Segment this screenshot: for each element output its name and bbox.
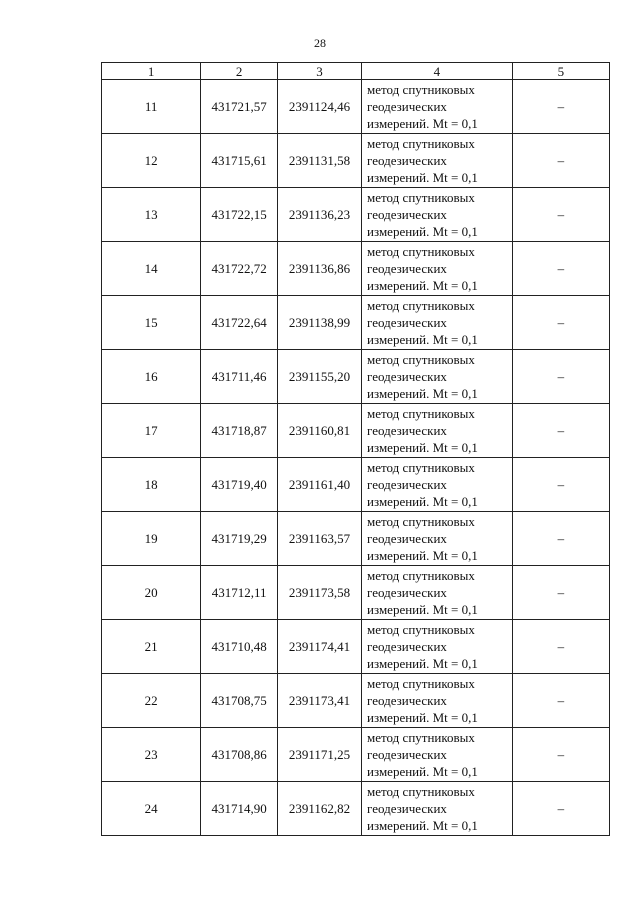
method-line: измерений. Mt = 0,1 [367, 494, 478, 509]
method-line: геодезических [367, 531, 447, 546]
point-number-cell: 18 [102, 458, 201, 512]
method-line: метод спутниковых [367, 460, 475, 475]
method-line: метод спутниковых [367, 784, 475, 799]
method-line: метод спутниковых [367, 190, 475, 205]
x-coordinate-cell: 431718,87 [201, 404, 278, 458]
x-coordinate-cell: 431710,48 [201, 620, 278, 674]
table-row [102, 242, 610, 296]
description-cell: – [512, 620, 609, 674]
header-cell-3: 3 [278, 63, 362, 80]
table-row [102, 566, 610, 620]
method-cell [362, 188, 513, 242]
point-number-cell: 14 [102, 242, 201, 296]
point-number-cell: 24 [102, 782, 201, 836]
y-coordinate-cell: 2391155,20 [278, 350, 362, 404]
x-coordinate-cell: 431722,72 [201, 242, 278, 296]
table-body [102, 63, 610, 836]
method-line: метод спутниковых [367, 568, 475, 583]
method-line: геодезических [367, 477, 447, 492]
y-coordinate-cell: 2391124,46 [278, 80, 362, 134]
method-cell [362, 134, 513, 188]
method-line: измерений. Mt = 0,1 [367, 170, 478, 185]
x-coordinate-cell: 431712,11 [201, 566, 278, 620]
header-cell-5: 5 [512, 63, 609, 80]
x-coordinate-cell: 431708,75 [201, 674, 278, 728]
method-line: геодезических [367, 585, 447, 600]
y-coordinate-cell: 2391162,82 [278, 782, 362, 836]
x-coordinate-cell: 431722,64 [201, 296, 278, 350]
table-row [102, 458, 610, 512]
y-coordinate-cell: 2391136,86 [278, 242, 362, 296]
y-coordinate-cell: 2391174,41 [278, 620, 362, 674]
method-line: геодезических [367, 801, 447, 816]
table-row [102, 80, 610, 134]
table-row [102, 350, 610, 404]
method-cell [362, 350, 513, 404]
header-cell-4: 4 [362, 63, 513, 80]
table-row [102, 674, 610, 728]
x-coordinate-cell: 431719,29 [201, 512, 278, 566]
method-line: геодезических [367, 423, 447, 438]
method-line: геодезических [367, 369, 447, 384]
point-number-cell: 16 [102, 350, 201, 404]
method-line: измерений. Mt = 0,1 [367, 116, 478, 131]
point-number-cell: 22 [102, 674, 201, 728]
method-line: метод спутниковых [367, 406, 475, 421]
x-coordinate-cell: 431711,46 [201, 350, 278, 404]
method-cell [362, 782, 513, 836]
page-number: 28 [314, 36, 326, 50]
method-line: геодезических [367, 315, 447, 330]
description-cell: – [512, 512, 609, 566]
method-line: метод спутниковых [367, 136, 475, 151]
x-coordinate-cell: 431714,90 [201, 782, 278, 836]
point-number-cell: 20 [102, 566, 201, 620]
description-cell: – [512, 80, 609, 134]
method-line: геодезических [367, 261, 447, 276]
method-line: метод спутниковых [367, 622, 475, 637]
method-cell [362, 404, 513, 458]
x-coordinate-cell: 431708,86 [201, 728, 278, 782]
method-cell [362, 296, 513, 350]
method-line: измерений. Mt = 0,1 [367, 602, 478, 617]
method-line: измерений. Mt = 0,1 [367, 710, 478, 725]
method-line: метод спутниковых [367, 244, 475, 259]
description-cell: – [512, 350, 609, 404]
point-number-cell: 11 [102, 80, 201, 134]
description-cell: – [512, 188, 609, 242]
description-cell: – [512, 458, 609, 512]
method-line: геодезических [367, 693, 447, 708]
method-cell [362, 80, 513, 134]
x-coordinate-cell: 431721,57 [201, 80, 278, 134]
y-coordinate-cell: 2391163,57 [278, 512, 362, 566]
table-row [102, 296, 610, 350]
method-cell [362, 728, 513, 782]
table-row [102, 512, 610, 566]
method-line: метод спутниковых [367, 352, 475, 367]
x-coordinate-cell: 431715,61 [201, 134, 278, 188]
table-row [102, 728, 610, 782]
y-coordinate-cell: 2391173,41 [278, 674, 362, 728]
method-cell [362, 674, 513, 728]
method-line: метод спутниковых [367, 298, 475, 313]
y-coordinate-cell: 2391138,99 [278, 296, 362, 350]
description-cell: – [512, 782, 609, 836]
method-cell [362, 620, 513, 674]
method-line: измерений. Mt = 0,1 [367, 386, 478, 401]
method-line: геодезических [367, 747, 447, 762]
table-header-row [102, 63, 610, 80]
point-number-cell: 21 [102, 620, 201, 674]
method-line: измерений. Mt = 0,1 [367, 278, 478, 293]
description-cell: – [512, 296, 609, 350]
method-line: измерений. Mt = 0,1 [367, 548, 478, 563]
y-coordinate-cell: 2391171,25 [278, 728, 362, 782]
point-number-cell: 12 [102, 134, 201, 188]
method-line: метод спутниковых [367, 676, 475, 691]
coordinates-table [101, 62, 610, 836]
table-row [102, 620, 610, 674]
table-row [102, 134, 610, 188]
point-number-cell: 13 [102, 188, 201, 242]
y-coordinate-cell: 2391160,81 [278, 404, 362, 458]
description-cell: – [512, 242, 609, 296]
description-cell: – [512, 728, 609, 782]
method-line: измерений. Mt = 0,1 [367, 440, 478, 455]
y-coordinate-cell: 2391161,40 [278, 458, 362, 512]
method-line: геодезических [367, 153, 447, 168]
description-cell: – [512, 134, 609, 188]
point-number-cell: 19 [102, 512, 201, 566]
method-line: измерений. Mt = 0,1 [367, 332, 478, 347]
method-line: геодезических [367, 99, 447, 114]
method-line: измерений. Mt = 0,1 [367, 656, 478, 671]
point-number-cell: 23 [102, 728, 201, 782]
x-coordinate-cell: 431722,15 [201, 188, 278, 242]
description-cell: – [512, 674, 609, 728]
y-coordinate-cell: 2391173,58 [278, 566, 362, 620]
table-row [102, 188, 610, 242]
method-line: геодезических [367, 639, 447, 654]
table-row [102, 404, 610, 458]
method-cell [362, 512, 513, 566]
table-row [102, 782, 610, 836]
description-cell: – [512, 566, 609, 620]
method-line: метод спутниковых [367, 730, 475, 745]
y-coordinate-cell: 2391136,23 [278, 188, 362, 242]
method-line: измерений. Mt = 0,1 [367, 764, 478, 779]
method-line: геодезических [367, 207, 447, 222]
method-line: метод спутниковых [367, 82, 475, 97]
method-cell [362, 458, 513, 512]
method-line: измерений. Mt = 0,1 [367, 224, 478, 239]
y-coordinate-cell: 2391131,58 [278, 134, 362, 188]
method-line: измерений. Mt = 0,1 [367, 818, 478, 833]
point-number-cell: 15 [102, 296, 201, 350]
x-coordinate-cell: 431719,40 [201, 458, 278, 512]
method-cell [362, 566, 513, 620]
description-cell: – [512, 404, 609, 458]
point-number-cell: 17 [102, 404, 201, 458]
header-cell-1: 1 [102, 63, 201, 80]
header-cell-2: 2 [201, 63, 278, 80]
method-line: метод спутниковых [367, 514, 475, 529]
method-cell [362, 242, 513, 296]
